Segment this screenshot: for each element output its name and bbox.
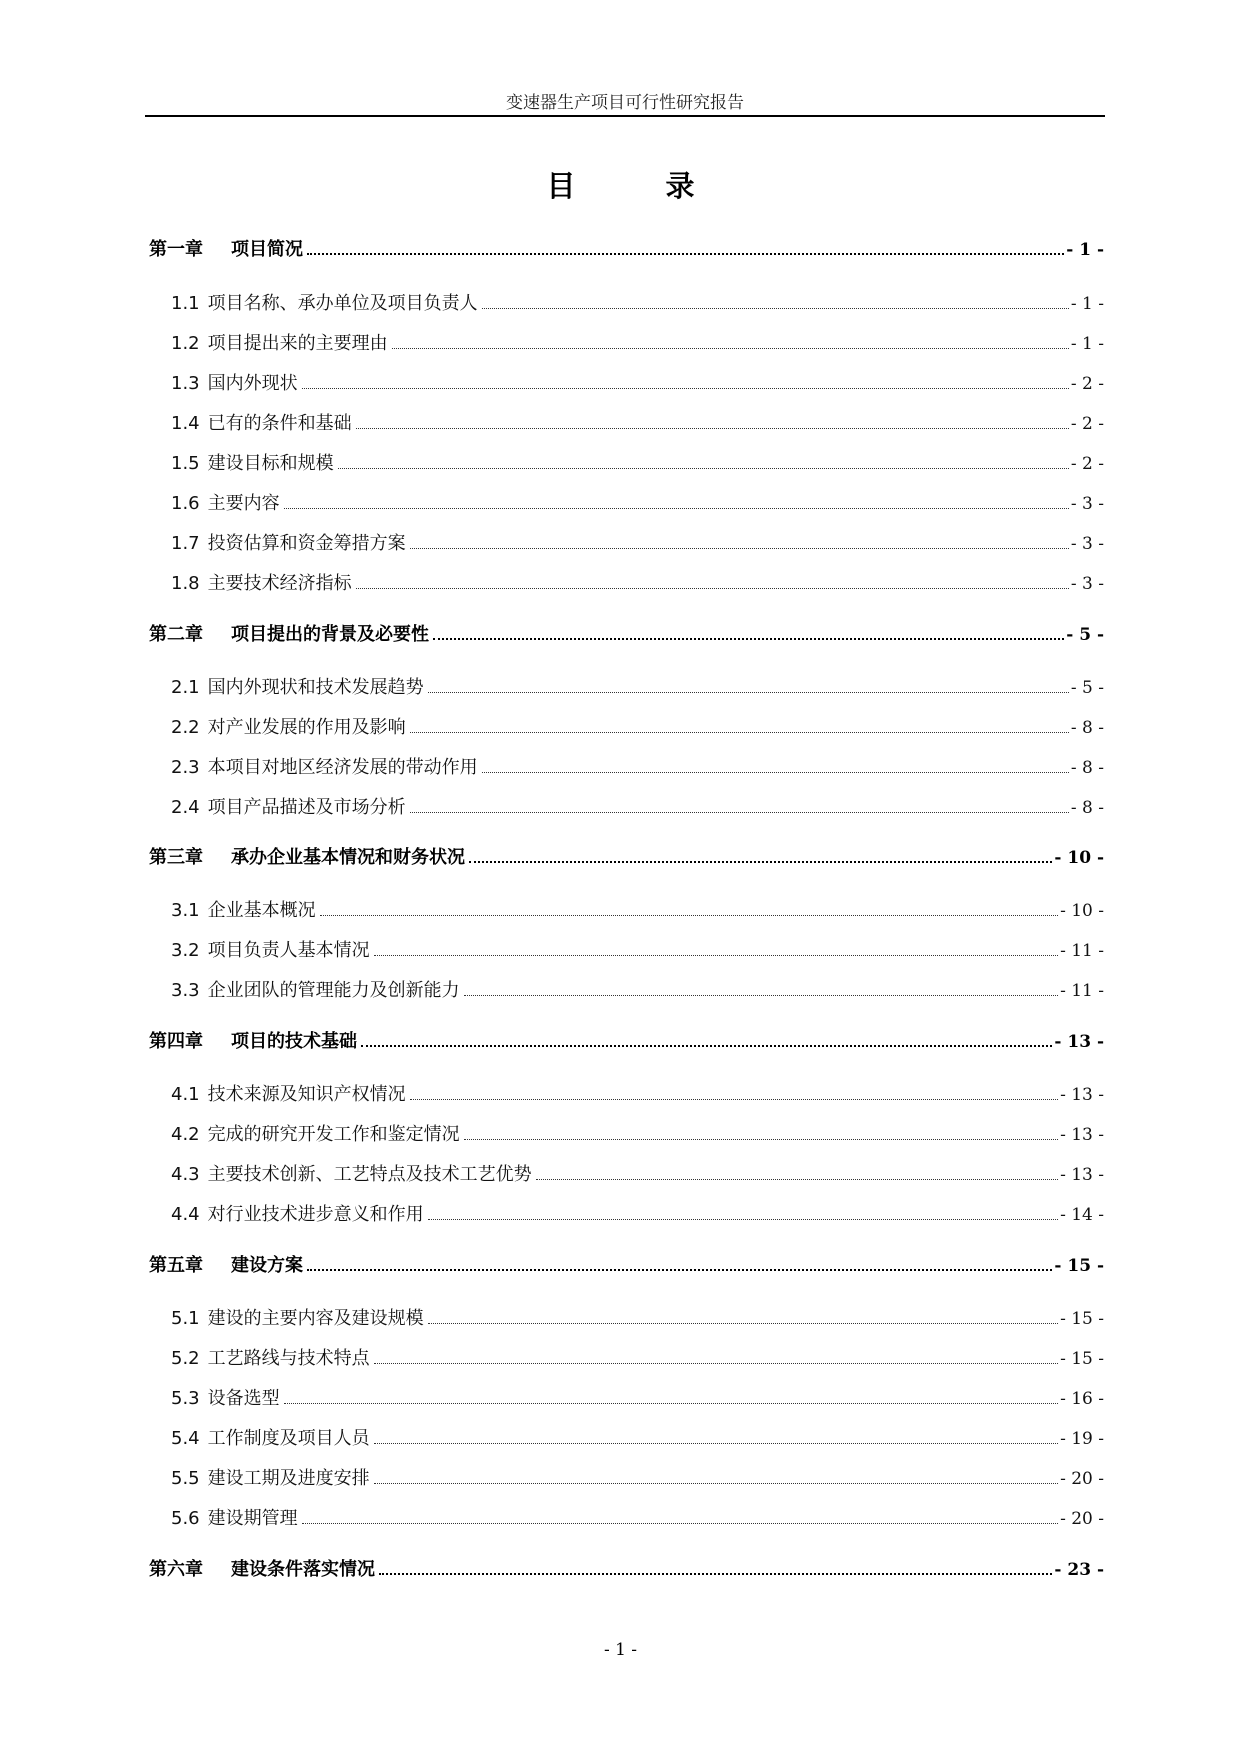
toc-entry-number: 5.5 [171,1468,200,1489]
toc-entry-label: 建设目标和规模 [207,453,334,474]
toc-dot-leader [428,692,1069,693]
toc-entry-number: 2.1 [171,677,200,698]
toc-entry-label: 建设方案 [231,1255,303,1276]
toc-entry-number: 1.3 [171,373,200,394]
toc-entry-page: - 5 - [1066,625,1104,645]
toc-entry-label: 主要技术经济指标 [207,573,352,594]
toc-entry-number: 5.2 [171,1348,200,1369]
toc-title-char-2: 录 [665,169,695,203]
toc-dot-leader [374,955,1058,956]
toc-entry-page: - 10 - [1060,901,1104,921]
toc-entry-page: - 20 - [1060,1469,1104,1489]
toc-entry-page: - 5 - [1070,678,1104,698]
toc-entry-page: - 3 - [1070,494,1104,514]
toc-entry-label: 设备选型 [207,1388,280,1409]
toc-entry-number: 5.1 [171,1308,200,1329]
toc-entry-page: - 8 - [1070,758,1104,778]
toc-entry-page: - 11 - [1060,941,1104,961]
toc-dot-leader [469,861,1052,863]
toc-section-entry[interactable] [171,1200,1104,1226]
toc-entry-number: 第二章 [149,624,203,645]
toc-entry-label: 项目的技术基础 [231,1031,357,1052]
toc-entry-label: 建设条件落实情况 [231,1559,375,1580]
toc-entry-label: 对行业技术进步意义和作用 [207,1204,424,1225]
toc-chapter-entry[interactable] [149,843,1104,869]
toc-entry-page: - 14 - [1060,1205,1104,1225]
toc-entry-number: 3.2 [171,940,200,961]
toc-chapter-entry[interactable] [149,1251,1104,1277]
toc-entry-number: 2.3 [171,757,200,778]
toc-section-entry[interactable] [171,936,1104,962]
toc-entry-page: - 13 - [1060,1125,1104,1145]
toc-entry-label: 建设工期及进度安排 [207,1468,370,1489]
toc-entry-number: 4.3 [171,1164,200,1185]
toc-section-entry[interactable] [171,449,1104,475]
toc-entry-number: 第五章 [149,1255,203,1276]
toc-chapter-entry[interactable] [149,235,1104,261]
toc-dot-leader [284,508,1069,509]
toc-section-entry[interactable] [171,489,1104,515]
toc-section-entry[interactable] [171,1424,1104,1450]
toc-entry-label: 已有的条件和基础 [207,413,352,434]
toc-entry-page: - 1 - [1070,294,1104,314]
toc-dot-leader [320,915,1058,916]
toc-entry-label: 技术来源及知识产权情况 [207,1084,406,1105]
toc-section-entry[interactable] [171,1120,1104,1146]
toc-section-entry[interactable] [171,289,1104,315]
toc-entry-number: 1.1 [171,293,200,314]
toc-entry-label: 企业团队的管理能力及创新能力 [207,980,460,1001]
toc-entry-number: 第一章 [149,239,203,260]
toc-entry-number: 3.1 [171,900,200,921]
toc-dot-leader [307,253,1064,255]
toc-entry-page: - 8 - [1070,718,1104,738]
toc-dot-leader [428,1323,1058,1324]
toc-dot-leader [302,1523,1058,1524]
toc-entry-page: - 13 - [1054,1032,1104,1052]
toc-entry-number: 5.4 [171,1428,200,1449]
toc-dot-leader [482,772,1069,773]
toc-entry-label: 完成的研究开发工作和鉴定情况 [207,1124,460,1145]
toc-entry-page: - 23 - [1054,1560,1104,1580]
toc-entry-label: 对产业发展的作用及影响 [207,717,406,738]
toc-dot-leader [374,1483,1058,1484]
toc-entry-page: - 1 - [1070,334,1104,354]
toc-entry-page: - 2 - [1070,454,1104,474]
toc-entry-label: 主要技术创新、工艺特点及技术工艺优势 [207,1164,532,1185]
toc-dot-leader [464,1139,1058,1140]
toc-dot-leader [410,732,1069,733]
toc-entry-page: - 15 - [1054,1256,1104,1276]
toc-entry-label: 企业基本概况 [207,900,316,921]
toc-dot-leader [338,468,1069,469]
toc-entry-number: 1.4 [171,413,200,434]
toc-section-entry[interactable] [171,569,1104,595]
toc-entry-number: 3.3 [171,980,200,1001]
toc-entry-page: - 2 - [1070,374,1104,394]
toc-entry-number: 1.7 [171,533,200,554]
toc-entry-label: 项目提出的背景及必要性 [231,624,429,645]
toc-entry-label: 项目提出来的主要理由 [207,333,388,354]
toc-dot-leader [464,995,1058,996]
toc-section-entry[interactable] [171,793,1104,819]
toc-entry-label: 项目产品描述及市场分析 [207,797,406,818]
toc-section-entry[interactable] [171,1384,1104,1410]
toc-section-entry[interactable] [171,529,1104,555]
toc-section-entry[interactable] [171,1504,1104,1530]
toc-chapter-entry[interactable] [149,1555,1104,1581]
toc-entry-number: 4.4 [171,1204,200,1225]
toc-entry-number: 第六章 [149,1559,203,1580]
toc-entry-page: - 13 - [1060,1165,1104,1185]
toc-dot-leader [536,1179,1058,1180]
toc-section-entry[interactable] [171,896,1104,922]
toc-entry-label: 国内外现状 [207,373,298,394]
toc-section-entry[interactable] [171,753,1104,779]
toc-entry-label: 承办企业基本情况和财务状况 [231,847,465,868]
toc-chapter-entry[interactable] [149,620,1104,646]
toc-dot-leader [356,428,1069,429]
toc-entry-page: - 13 - [1060,1085,1104,1105]
toc-entry-number: 1.5 [171,453,200,474]
toc-entry-page: - 2 - [1070,414,1104,434]
toc-entry-label: 国内外现状和技术发展趋势 [207,677,424,698]
footer-page-number: - 1 - [603,1640,638,1660]
toc-dot-leader [482,308,1069,309]
running-header: 变速器生产项目可行性研究报告 [506,93,744,113]
toc-entry-page: - 15 - [1060,1349,1104,1369]
toc-section-entry[interactable] [171,713,1104,739]
toc-entry-number: 2.4 [171,797,200,818]
toc-section-entry[interactable] [171,1344,1104,1370]
toc-section-entry[interactable] [171,673,1104,699]
toc-entry-number: 4.2 [171,1124,200,1145]
toc-entry-label: 建设的主要内容及建设规模 [207,1308,424,1329]
toc-entry-page: - 3 - [1070,574,1104,594]
toc-entry-label: 投资估算和资金筹措方案 [207,533,406,554]
toc-dot-leader [356,588,1069,589]
toc-entry-number: 第三章 [149,847,203,868]
toc-entry-number: 5.6 [171,1508,200,1529]
toc-dot-leader [374,1443,1058,1444]
toc-dot-leader [410,1099,1058,1100]
toc-entry-page: - 10 - [1054,848,1104,868]
toc-entry-label: 本项目对地区经济发展的带动作用 [207,757,478,778]
toc-entry-page: - 11 - [1060,981,1104,1001]
toc-entry-label: 工作制度及项目人员 [207,1428,370,1449]
toc-section-entry[interactable] [171,1080,1104,1106]
toc-dot-leader [307,1269,1052,1271]
toc-section-entry[interactable] [171,369,1104,395]
toc-section-entry[interactable] [171,409,1104,435]
toc-dot-leader [361,1045,1052,1047]
toc-entry-page: - 1 - [1066,240,1104,260]
toc-entry-page: - 8 - [1070,798,1104,818]
toc-entry-label: 工艺路线与技术特点 [207,1348,370,1369]
toc-section-entry[interactable] [171,329,1104,355]
toc-section-entry[interactable] [171,1304,1104,1330]
toc-entry-label: 项目名称、承办单位及项目负责人 [207,293,478,314]
toc-dot-leader [428,1219,1058,1220]
toc-dot-leader [410,812,1069,813]
toc-section-entry[interactable] [171,1160,1104,1186]
toc-entry-page: - 3 - [1070,534,1104,554]
toc-entry-page: - 19 - [1060,1429,1104,1449]
toc-dot-leader [302,388,1069,389]
toc-dot-leader [392,348,1069,349]
toc-entry-label: 项目简况 [231,239,303,260]
toc-dot-leader [379,1573,1052,1575]
toc-entry-page: - 16 - [1060,1389,1104,1409]
toc-entry-page: - 15 - [1060,1309,1104,1329]
toc-entry-number: 2.2 [171,717,200,738]
toc-entry-number: 4.1 [171,1084,200,1105]
toc-title-char-1: 目 [546,169,576,203]
toc-entry-label: 项目负责人基本情况 [207,940,370,961]
toc-entry-page: - 20 - [1060,1509,1104,1529]
toc-dot-leader [374,1363,1058,1364]
toc-entry-label: 主要内容 [207,493,280,514]
toc-entry-number: 1.6 [171,493,200,514]
toc-entry-number: 1.8 [171,573,200,594]
toc-chapter-entry[interactable] [149,1027,1104,1053]
toc-section-entry[interactable] [171,976,1104,1002]
toc-entry-number: 第四章 [149,1031,203,1052]
toc-section-entry[interactable] [171,1464,1104,1490]
toc-dot-leader [284,1403,1058,1404]
toc-dot-leader [433,638,1064,640]
toc-entry-number: 5.3 [171,1388,200,1409]
toc-entry-number: 1.2 [171,333,200,354]
toc-entry-label: 建设期管理 [207,1508,298,1529]
toc-dot-leader [410,548,1069,549]
